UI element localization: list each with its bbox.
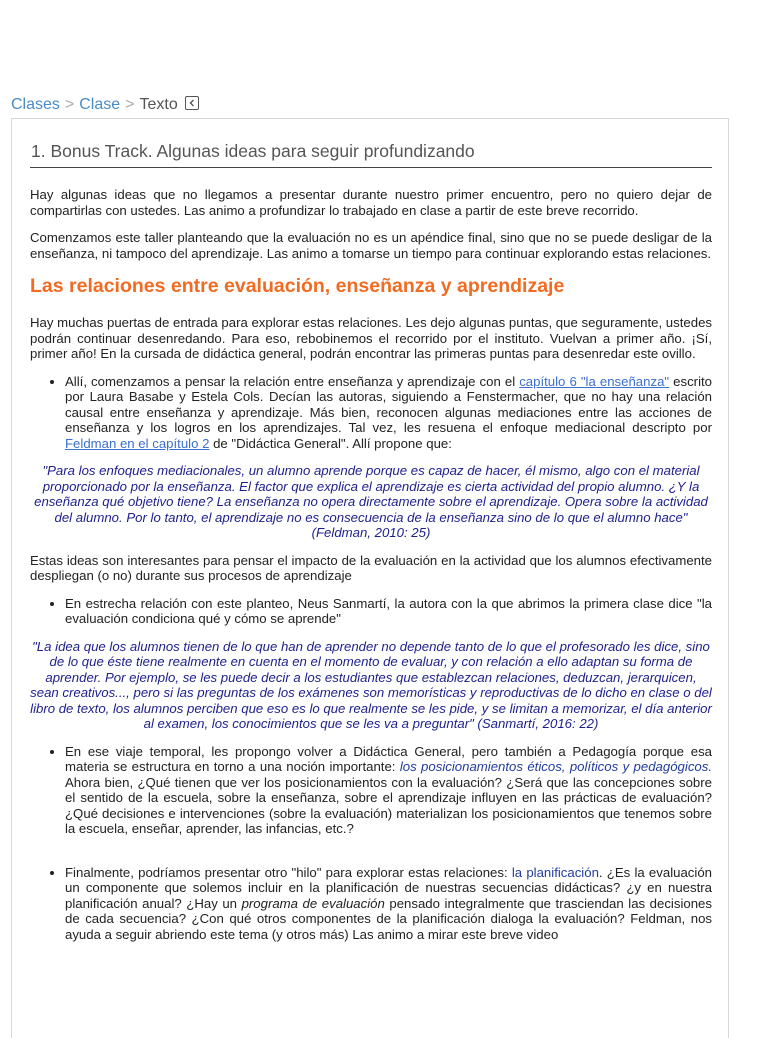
link-feldman-capitulo-2[interactable]: Feldman en el capítulo 2 [65, 435, 210, 451]
list-mediaciones [30, 374, 712, 452]
term-planificacion: la planificación [511, 864, 599, 880]
list-item-text: Finalmente, podríamos presentar otro "hilo" para explorar estas relaciones: [65, 864, 512, 880]
title-divider [30, 167, 712, 168]
list-sanmarti [30, 596, 712, 627]
breadcrumb [11, 95, 199, 115]
paragraph-context: Comenzamos este taller planteando que la evaluación no es un apéndice final, sino que no se puede desligar de la enseñanza, ni tampoco del aprendizaje. Las animo a tomarse un tiempo para continuar explorando estas relaciones. [30, 230, 712, 261]
section-heading: Las relaciones entre evaluación, enseñanza y aprendizaje [30, 275, 565, 297]
list-item-text: Ahora bien, ¿Qué tienen que ver los posicionamientos con la evaluación? ¿Será que las concepciones sobre el sentido de la escuela, sobre la enseñanza, sobre el aprendizaje influyen en las prácticas de evaluación? ¿Qué decisiones e intervenciones (sobre la evaluación) materializan los posicionamientos que tenemos sobre la escuela, enseñar, aprender, las infancias, etc.? [65, 774, 712, 836]
spacer [30, 849, 712, 865]
breadcrumb-separator: > [125, 96, 135, 113]
list-item-text: En ese viaje temporal, les propongo volver a Didáctica General, pero también a Pedagogía porque esa materia se estructura en torno a una noción importante: [65, 743, 712, 774]
list-item-text: pensado integralmente que trasciendan las decisiones de cada secuencia? ¿Con qué otros componentes de la planificación dialoga la evaluación? Feldman, nos ayuda a seguir abriendo este tema (y otros más) Las animo a mirar este breve video [65, 895, 712, 942]
list-planificacion [30, 865, 712, 943]
list-item [65, 865, 712, 943]
paragraph-intro: Hay algunas ideas que no llegamos a presentar durante nuestro primer encuentro, pero no quiero dejar de compartirlas con ustedes. Las animo a profundizar lo trabajado en clase a partir de este breve recorrido. [30, 187, 712, 218]
list-posicionamientos [30, 744, 712, 837]
content-card [11, 118, 729, 1038]
breadcrumb-clase[interactable]: Clase [79, 96, 121, 113]
paragraph-impacto: Estas ideas son interesantes para pensar el impacto de la evaluación en la actividad que los alumnos efectivamente despliegan (o no) durante sus procesos de aprendizaje [30, 552, 712, 583]
list-item-text: . ¿Es la evaluación un componente que solemos incluir en la planificación de nuestras secuencias didácticas? ¿y en nuestra planificación anual? ¿Hay un [65, 864, 712, 911]
list-item [65, 744, 712, 837]
breadcrumb-clases[interactable]: Clases [11, 96, 60, 113]
quote-feldman: "Para los enfoques mediacionales, un alumno aprende porque es capaz de hacer, él mismo, algo con el material proporcionado por la enseñanza. El factor que explica el aprendizaje es cierta actividad del propio alumno. ¿Y la enseñanza qué objetivo tiene? La enseñanza no opera directamente sobre el aprendizaje. Opera sobre la actividad del alumno. Por lo tanto, el aprendizaje no es consecuencia de la enseñanza sino de lo que el alumno hace" (Feldman, 2010: 25) [34, 463, 708, 540]
link-capitulo-6[interactable]: capítulo 6 "la enseñanza" [519, 373, 670, 389]
list-item: • En estrecha relación con este planteo, Neus Sanmartí, la autora con la que abrimos la primera clase dice "la evaluación condiciona qué y cómo se aprende" [65, 596, 712, 627]
term-posicionamientos: los posicionamientos éticos, políticos y pedagógicos. [399, 759, 713, 774]
page-title: 1. Bonus Track. Algunas ideas para seguir profundizando [31, 141, 475, 161]
breadcrumb-current: Texto [139, 96, 178, 113]
back-arrow-icon[interactable] [185, 96, 199, 110]
list-item-text: Allí, comenzamos a pensar la relación entre enseñanza y aprendizaje con el [65, 373, 520, 389]
term-programa-evaluacion: programa de evaluación [241, 895, 385, 911]
article-body [30, 187, 712, 954]
paragraph-puntas: Hay muchas puertas de entrada para explorar estas relaciones. Les dejo algunas puntas, que seguramente, ustedes podrán continuar desenredando. Para eso, rebobinemos el recorrido por el instituto. Vuelvan a primer año. ¡Sí, primer año! En la cursada de didáctica general, podrán encontrar las primeras puntas para desenredar este ovillo. [30, 315, 712, 361]
list-item-text: escrito por Laura Basabe y Estela Cols. Decían las autoras, siguiendo a Fenstermacher, que no hay una relación causal entre enseñanza y aprendizaje. Más bien, reconocen algunas mediaciones entre las acciones de enseñanza y los logros en los aprendizajes. Tal vez, les resuena el enfoque mediacional descripto por [65, 373, 713, 435]
list-item [65, 374, 712, 452]
list-item-text: de "Didáctica General". Allí propone que: [209, 435, 452, 451]
quote-sanmarti: "La idea que los alumnos tienen de lo que han de aprender no depende tanto de lo que el profesorado les dice, sino de lo que éste tiene realmente en cuenta en el momento de evaluar, y con relación a ello adaptan su forma de aprender. Por ejemplo, se les puede decir a los estudiantes que establezcan relaciones, deduzcan, jerarquicen, sean creativos..., pero si las preguntas de los exámenes son memorísticas y reproductivas de lo dicho en clase o del libro de texto, los alumnos perciben que eso es lo que realmente se les pide, y se limitan a memorizar, el día anterior al examen, los conocimientos que se les va a preguntar" (Sanmartí, 2016: 22) [30, 638, 712, 731]
breadcrumb-separator: > [64, 96, 75, 113]
